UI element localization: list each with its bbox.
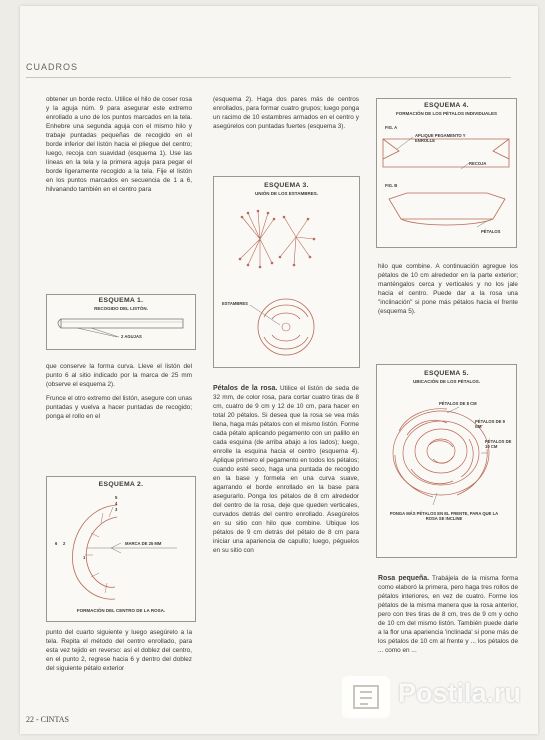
figure-subtitle: RECOGIDO DEL LISTÓN. — [94, 306, 148, 311]
paragraph: que conserve la forma curva. Lleve el listón del punto 6 al sitio indicado por la marca de 25 mm (observe el esquema 2). — [46, 363, 192, 388]
paragraph: punto del cuarto siguiente y luego asegúrelo a la tela. Repita el método del centro enrollado, para esta vez tejido en reverso: así el doblez del centro, en el punto 2, regrese hacia 6 y dentro del doblez del siguiente pétalo exterior — [46, 629, 192, 672]
figure-title: ESQUEMA 4. — [424, 102, 469, 109]
figure-esquema-3 — [213, 176, 360, 368]
paragraph: (esquema 2). Haga dos pares más de centros enrollados, para formar cuatro grupos; luego ponga un racimo de 10 estambres armados en el centro y asegúrelos con puntadas fuertes (esquema 3). — [213, 96, 359, 130]
point-label: 4 — [115, 501, 118, 506]
figure-esquema-2 — [46, 476, 196, 622]
figure-esquema-4 — [376, 98, 517, 248]
figure-label: 2 AGUJAS — [121, 334, 142, 339]
column-2-bottom — [213, 384, 359, 560]
point-label: 1 — [83, 555, 86, 560]
column-1-bottom — [46, 628, 192, 678]
page-number: 22 — [26, 715, 34, 724]
watermark-text: Postila.ru — [398, 678, 522, 708]
magazine-name: CINTAS — [40, 715, 69, 724]
paragraph-lead: Rosa pequeña. — [378, 575, 430, 582]
section-header: CUADROS — [26, 62, 79, 72]
figure-subtitle: UBICACIÓN DE LOS PÉTALOS. — [413, 379, 480, 384]
figure-label: RECOJA — [469, 161, 487, 166]
figure-label: PONGA MÁS PÉTALOS EN EL FRENTE, PARA QUE LA ROSA SE INCLINE — [389, 511, 499, 521]
figure-subtitle: FORMACIÓN DEL CENTRO DE LA ROSA. — [76, 608, 166, 613]
footer-separator: - — [36, 715, 41, 724]
figure-subtitle: UNIÓN DE LOS ESTAMBRES. — [255, 191, 318, 196]
point-label: 5 — [115, 495, 118, 500]
paragraph — [213, 384, 359, 555]
paragraph-body: Trabájela de la misma forma como elaboró la primera, pero haga tres rollos de pétalos interiores, en vez de cuatro. Forme los pétalos de la misma manera que la rosa anterior, pero con tres tiras de 8 cm, tres de 9 cm y ocho de 10 cm del mismo listón. También puede darle a la flor una apariencia 'inclinada' si pone más de los pétalos de 10 cm al frente y ... los pétalos de ... como en ... — [378, 575, 518, 654]
figure-title: ESQUEMA 3. — [264, 182, 309, 189]
figure-subtitle: FORMACIÓN DE LOS PÉTALOS INDIVIDUALES — [396, 111, 497, 116]
figure-label: FIG. B — [385, 183, 398, 188]
figure-label: PÉTALOS DE 10 CM — [485, 439, 512, 449]
column-2-top — [213, 95, 359, 136]
figure-title: ESQUEMA 5. — [424, 370, 469, 377]
paragraph — [378, 574, 518, 655]
figure-esquema-1 — [46, 294, 196, 350]
figure-title: ESQUEMA 1. — [98, 297, 144, 304]
watermark — [338, 670, 543, 726]
point-label: 2 — [63, 541, 66, 546]
point-label: 6 — [55, 541, 58, 546]
paragraph: hilo que combine. A continuación agregue los pétalos de 10 cm alrededor en la parte exterior; manténgalos cerca y verticales y no los jale hacia el centro. Puede dar a la rosa una "inclinación" si pone más pétalos hacia el frente (esquema 5). — [378, 263, 518, 315]
paragraph-body: Utilice el listón de seda de 32 mm, de color rosa, para cortar cuatro tiras de 8 cm, cuatro de 9 cm y 12 de 10 cm, para hacer en total 20 pétalos. Si desea que la rosa se vea más llena, haga más pétalos con el mismo listón. Forme cada pétalo aplicando pegamento con un palillo en cada esquina (de arriba abajo a los lados); luego, enrolle la esquina hacia el centro (esquema 4). Aplique primero el pegamento en todos los pétalos; cuando esté seco, haga una puntada de recogido en la base y formela en una curva suave, agarrando el borde enrollado en la base para asegurarlo. Ponga los pétalos de 8 cm alrededor del centro de la rosa, deje que queden verticales, curvados detrás del centro enrollado. Asegúrelos en su sitio con hilo que combine. Ubique los pétalos de 9 cm detrás del pétalo de 8 cm para iniciar una apariencia de capullo; luego, péguelos en su sitio con — [213, 385, 359, 554]
petal-forming-drawing — [377, 99, 516, 247]
paragraph: obtener un borde recto. Utilice el hilo de coser rosa y la aguja núm. 9 para asegurar este extremo enrollado a uno de los puntos marcados en la tela. Enhebre una segunda aguja con el mismo hilo y trabaje puntadas pequeñas de recogido en el borde inferior del listón hacia el pliegue del centro; luego, recoja con suavidad (esquema 1). Use las líneas en la tela y la primera aguja para pegar el borde ligeramente recogido a la tela. Fije el listón en los puntos marcados en secuencia de 1 a 6, hilvanando también en el centro para — [46, 96, 192, 193]
figure-label: PÉTALOS DE 8 CM — [439, 401, 477, 406]
paragraph-lead: Pétalos de la rosa. — [213, 385, 278, 392]
page-footer — [26, 715, 69, 724]
figure-label: ESTAMBRES — [222, 301, 248, 306]
figure-esquema-5 — [376, 364, 517, 558]
stamens-drawing — [214, 177, 359, 367]
figure-label: PÉTALOS DE 9 CM — [475, 419, 505, 429]
ribbon-gather-drawing — [47, 295, 195, 349]
header-rule — [26, 77, 511, 78]
column-3-mid — [378, 262, 518, 321]
column-3-bottom — [378, 574, 518, 660]
rose-center-drawing — [47, 477, 195, 621]
point-label: 3 — [115, 507, 118, 512]
column-1-top — [46, 95, 192, 199]
figure-label: MARCA DE 25 MM — [125, 541, 162, 546]
column-1-mid — [46, 362, 192, 426]
petal-placement-drawing — [377, 365, 516, 557]
paragraph: Frunce el otro extremo del listón, asegure con unas puntadas y vuelva a hacer puntadas de recogido; ponga el rollo en el — [46, 395, 192, 420]
figure-label: FIG. A — [385, 125, 398, 130]
figure-label: APLIQUE PEGAMENTO Y ENROLLE — [415, 133, 466, 143]
figure-title: ESQUEMA 2. — [98, 481, 144, 488]
figure-label: PÉTALOS — [481, 229, 501, 234]
